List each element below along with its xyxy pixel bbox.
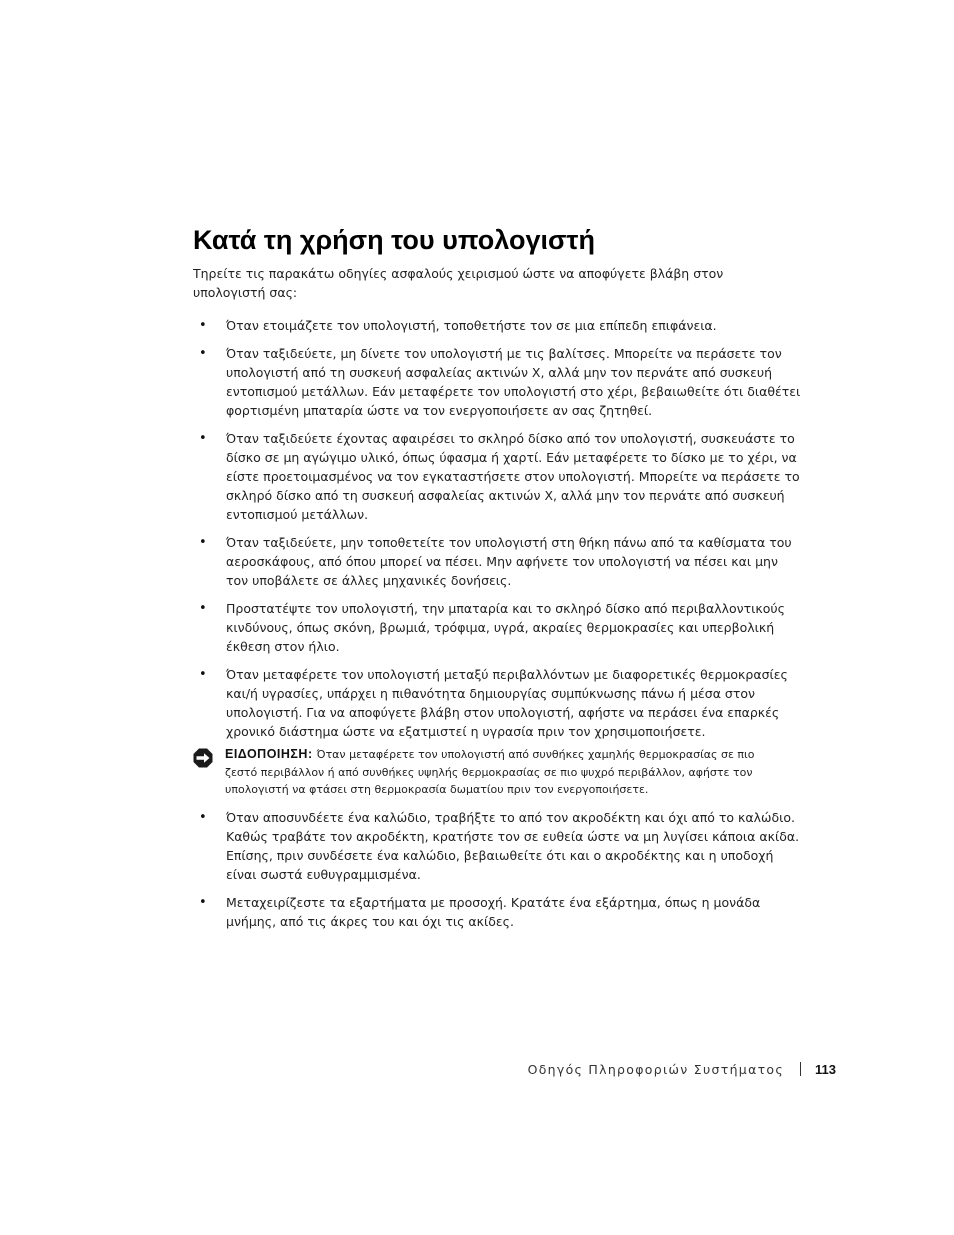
page-number: 113 bbox=[815, 1062, 836, 1077]
list-item bbox=[193, 599, 803, 656]
list-item-text: Όταν ετοιμάζετε τον υπολογιστή, τοποθετήστε τον σε μια επίπεδη επιφάνεια. bbox=[226, 318, 717, 333]
list-item bbox=[193, 665, 803, 741]
safety-guidelines-list bbox=[193, 316, 803, 750]
list-item-text: Όταν ταξιδεύετε έχοντας αφαιρέσει το σκληρό δίσκο από τον υπολογιστή, συσκευάστε το δίσκο σε μη αγώγιμο υλικό, όπως ύφασμα ή χαρτί. Εάν μεταφέρετε το δίσκο με το χέρι, να είστε προετοιμασμένος να τον εγκαταστήσετε στον υπολογιστή. Μπορείτε να περάσετε το σκληρό δίσκο από τη συσκευή ασφαλείας ακτινών Χ, αλλά μην τον περνάτε από συσκευή εντοπισμού μετάλλων. bbox=[226, 431, 800, 522]
safety-guidelines-list-continued bbox=[193, 808, 803, 940]
list-item-text: Προστατέψτε τον υπολογιστή, την μπαταρία και το σκληρό δίσκο από περιβαλλοντικούς κινδύνους, όπως σκόνη, βρωμιά, τρόφιμα, υγρά, ακραίες θερμοκρασίες και υπερβολική έκθεση στον ήλιο. bbox=[226, 601, 785, 654]
page-footer bbox=[528, 1061, 836, 1079]
list-item bbox=[193, 316, 803, 335]
notice-label: ΕΙΔΟΠΟΙΗΣΗ: bbox=[225, 747, 313, 761]
bullet: • bbox=[199, 535, 207, 550]
bullet: • bbox=[199, 318, 207, 333]
page-title: Κατά τη χρήση του υπολογιστή bbox=[193, 225, 595, 255]
list-item bbox=[193, 533, 803, 590]
list-item bbox=[193, 344, 803, 420]
list-item bbox=[193, 429, 803, 524]
bullet: • bbox=[199, 346, 207, 361]
list-item-text: Μεταχειρίζεστε τα εξαρτήματα με προσοχή. Κρατάτε ένα εξάρτημα, όπως η μονάδα μνήμης, από τις άκρες του και όχι τις ακίδες. bbox=[226, 895, 761, 929]
bullet: • bbox=[199, 667, 207, 682]
list-item bbox=[193, 893, 803, 931]
bullet: • bbox=[199, 431, 207, 446]
notice-text: Όταν μεταφέρετε τον υπολογιστή από συνθήκες χαμηλής θερμοκρασίας σε πιο ζεστό περιβάλλον ή από συνθήκες υψηλής θερμοκρασίας σε πιο ψυχρό περιβάλλον, αφήστε τον υπολογιστή να φτάσει στη θερμοκρασία δωματίου πριν τον ενεργοποιήσετε. bbox=[225, 748, 755, 796]
list-item-text: Όταν μεταφέρετε τον υπολογιστή μεταξύ περιβαλλόντων με διαφορετικές θερμοκρασίες και/ή υγρασίες, υπάρχει η πιθανότητα δημιουργίας συμπύκνωσης πάνω ή μέσα στον υπολογιστή. Για να αποφύγετε βλάβη στον υπολογιστή, αφήστε να περάσει ένα επαρκές χρονικό διάστημα ώστε να εξατμιστεί η υγρασία πριν τον χρησιμοποιήσετε. bbox=[226, 667, 788, 739]
list-item-text: Όταν αποσυνδέετε ένα καλώδιο, τραβήξτε το από τον ακροδέκτη και όχι από το καλώδιο. Καθώς τραβάτε τον ακροδέκτη, κρατήστε τον σε ευθεία ώστε να μη λυγίσει κάποια ακίδα. Επίσης, πριν συνδέσετε ένα καλώδιο, βεβαιωθείτε ότι και ο ακροδέκτης και η υποδοχή είναι σωστά ευθυγραμμισμένα. bbox=[226, 810, 800, 882]
footer-separator bbox=[800, 1062, 801, 1076]
intro-paragraph: Τηρείτε τις παρακάτω οδηγίες ασφαλούς χειρισμού ώστε να αποφύγετε βλάβη στον υπολογιστή σας: bbox=[193, 266, 724, 300]
notice-box bbox=[193, 746, 788, 799]
list-item-text: Όταν ταξιδεύετε, μη δίνετε τον υπολογιστή με τις βαλίτσες. Μπορείτε να περάσετε τον υπολογιστή από τη συσκευή ασφαλείας ακτινών Χ, αλλά μην τον περνάτε από συσκευή εντοπισμού μετάλλων. Εάν μεταφέρετε τον υπολογιστή στο χέρι, βεβαιωθείτε ότι διαθέτει φορτισμένη μπαταρία ώστε να τον ενεργοποιήσετε αν σας ζητηθεί. bbox=[226, 346, 801, 418]
list-item bbox=[193, 808, 803, 884]
list-item-text: Όταν ταξιδεύετε, μην τοποθετείτε τον υπολογιστή στη θήκη πάνω από τα καθίσματα του αεροσκάφους, από όπου μπορεί να πέσει. Μην αφήνετε τον υπολογιστή να πέσει και μην τον υποβάλετε σε άλλες μηχανικές δονήσεις. bbox=[226, 535, 792, 588]
bullet: • bbox=[199, 810, 207, 825]
notice-icon bbox=[193, 748, 213, 768]
notice-paragraph bbox=[225, 746, 788, 799]
bullet: • bbox=[199, 601, 207, 616]
bullet: • bbox=[199, 895, 207, 910]
footer-guide-title: Οδηγός Πληροφοριών Συστήματος bbox=[527, 1062, 785, 1077]
